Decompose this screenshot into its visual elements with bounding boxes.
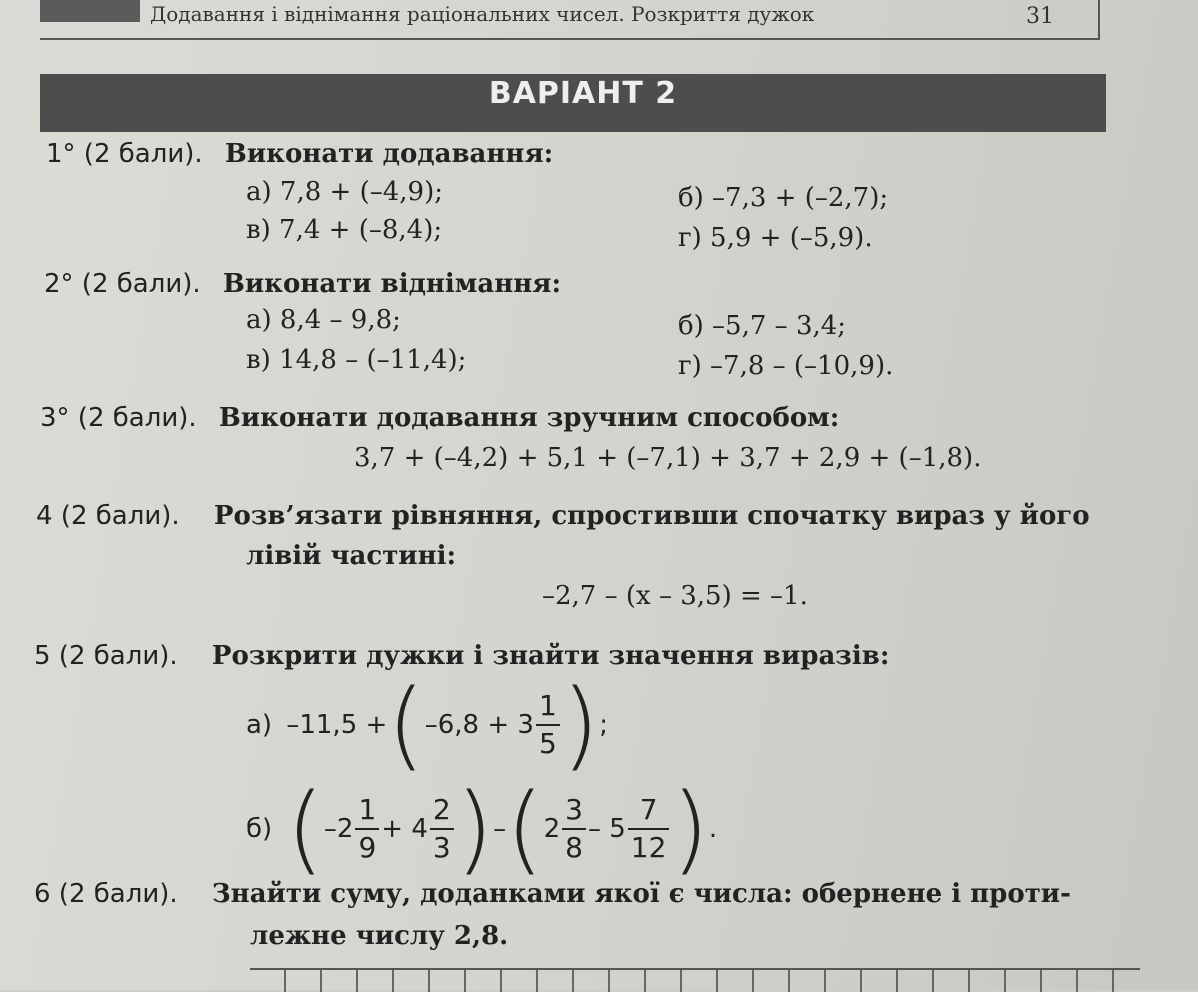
task-5-text: Розкрити дужки і знайти значення виразів:: [211, 641, 890, 671]
open-paren: (: [286, 773, 324, 885]
fraction-numerator: 1: [536, 688, 560, 726]
task-5a-tail: ;: [599, 710, 609, 740]
task-3-text: Виконати додавання зручним способом:: [218, 403, 840, 433]
task-1-item-d: г) 5,9 + (–5,9).: [678, 223, 873, 253]
task-5: [34, 640, 889, 672]
fraction-1-9: [355, 792, 379, 866]
answer-grid-edge: [250, 968, 1140, 992]
task-2-item-c: в) 14,8 – (–11,4);: [246, 345, 467, 375]
task-5-item-b: [246, 773, 718, 885]
task-2-label: 2° (2 бали).: [44, 269, 201, 299]
task-3-expression: 3,7 + (–4,2) + 5,1 + (–7,1) + 3,7 + 2,9 + (–1,8).: [354, 443, 982, 473]
task-5b-prefix: б): [246, 814, 273, 844]
fraction-numerator: 1: [355, 792, 379, 830]
open-paren: (: [506, 773, 544, 885]
task-5b-p2-mid: – 5: [587, 814, 626, 844]
task-2-item-a: а) 8,4 – 9,8;: [246, 305, 401, 335]
task-3-label: 3° (2 бали).: [40, 403, 197, 433]
fraction-numerator: 7: [628, 792, 670, 830]
task-2: [44, 268, 561, 300]
task-3: [40, 402, 839, 434]
task-1: [46, 138, 553, 170]
task-5-label: 5 (2 бали).: [34, 641, 178, 671]
task-2-item-b: б) –5,7 – 3,4;: [678, 311, 847, 341]
fraction-numerator: 3: [562, 792, 586, 830]
task-6: [34, 878, 1071, 910]
running-title: Додавання і віднімання раціональних чисел. Розкриття дужок: [150, 2, 815, 26]
task-1-item-c: в) 7,4 + (–8,4);: [246, 215, 443, 245]
task-5b-minus: –: [493, 814, 507, 844]
close-paren: ): [671, 773, 709, 885]
page-number: 31: [1026, 4, 1054, 29]
task-1-label: 1° (2 бали).: [46, 139, 203, 169]
running-header: [40, 0, 1100, 40]
fraction-7-12: [628, 792, 670, 866]
open-paren: (: [387, 669, 425, 781]
fraction-2-3: [430, 792, 454, 866]
fraction-denominator: 3: [432, 831, 451, 864]
variant-title: ВАРІАНТ 2: [488, 76, 678, 111]
fraction-denominator: 8: [565, 831, 583, 864]
fraction-1-5: [536, 688, 560, 762]
fraction-denominator: 12: [630, 831, 667, 864]
task-5a-lead: –11,5 +: [286, 710, 388, 740]
fraction-denominator: 5: [538, 727, 557, 760]
close-paren: ): [455, 773, 494, 885]
close-paren: ): [561, 669, 600, 781]
task-6-label: 6 (2 бали).: [34, 879, 178, 909]
task-2-item-d: г) –7,8 – (–10,9).: [678, 351, 894, 381]
task-2-text: Виконати віднімання:: [222, 269, 562, 299]
task-5b-tail: .: [708, 814, 718, 844]
task-6-text-line2: лежне числу 2,8.: [250, 921, 509, 951]
fraction-denominator: 9: [358, 831, 377, 864]
task-1-item-a: а) 7,8 + (–4,9);: [246, 177, 443, 207]
task-6-text-line1: Знайти суму, доданками якої є числа: обернене і проти-: [211, 879, 1071, 909]
task-4-label: 4 (2 бали).: [36, 501, 180, 531]
header-tab: [40, 0, 140, 22]
task-4: [36, 500, 1090, 532]
task-5b-p1-lead: –2: [323, 814, 354, 844]
task-5b-p2-lead: 2: [543, 814, 561, 844]
task-5a-prefix: а): [246, 710, 273, 740]
task-4-text-line2: лівій частині:: [246, 541, 457, 571]
task-4-text-line1: Розв’язати рівняння, спростивши спочатку вираз у його: [213, 501, 1090, 531]
task-4-equation: –2,7 – (x – 3,5) = –1.: [542, 581, 808, 611]
task-1-item-b: б) –7,3 + (–2,7);: [678, 183, 889, 213]
fraction-numerator: 2: [430, 792, 454, 830]
task-5-item-a: [246, 669, 609, 781]
task-5a-inner: –6,8 + 3: [424, 710, 534, 740]
task-1-text: Виконати додавання:: [224, 139, 554, 169]
task-5b-p1-mid: + 4: [381, 814, 428, 844]
fraction-3-8: [562, 792, 586, 866]
